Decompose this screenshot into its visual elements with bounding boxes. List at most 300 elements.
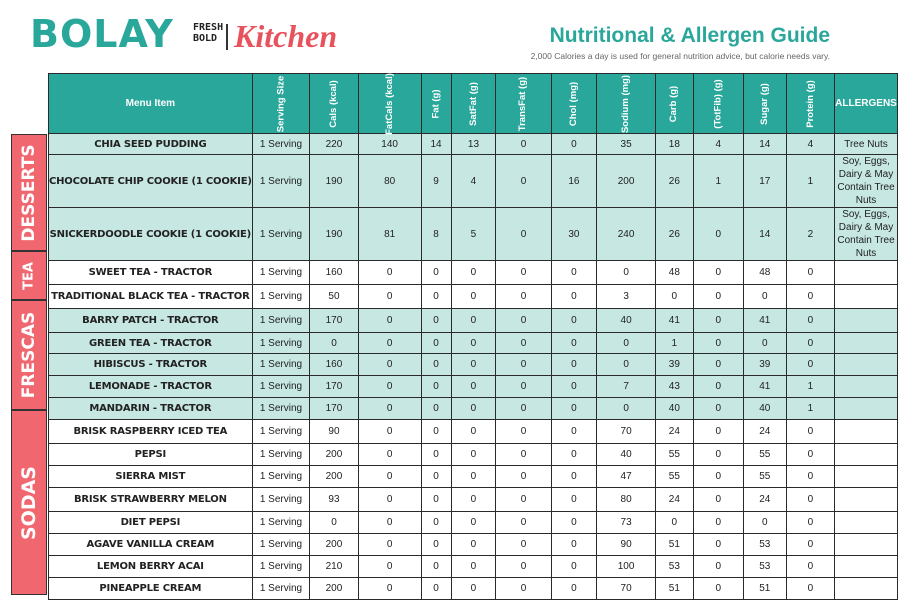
cals-cell: 190 [310, 208, 359, 261]
sodium-cell: 0 [597, 261, 656, 285]
totfib-cell: 0 [693, 578, 743, 600]
carb-cell: 40 [656, 398, 693, 420]
header-serving: Serving Size [252, 74, 310, 134]
cals-cell: 0 [310, 333, 359, 354]
table-row [49, 261, 898, 285]
sugar-cell: 55 [743, 466, 786, 488]
sodium-cell: 40 [597, 444, 656, 466]
chol-cell: 0 [551, 512, 596, 534]
table-row [49, 354, 898, 376]
table-row [49, 134, 898, 155]
fat-cell: 0 [421, 261, 451, 285]
table-row [49, 208, 898, 261]
sugar-cell: 0 [743, 285, 786, 309]
header-chol: Chol (mg) [551, 74, 596, 134]
serving-cell: 1 Serving [252, 466, 310, 488]
satfat-cell: 4 [451, 155, 496, 208]
fat-cell: 0 [421, 512, 451, 534]
allergens-cell [835, 444, 898, 466]
transfat-cell: 0 [496, 420, 551, 444]
protein-cell: 0 [786, 512, 835, 534]
table-row [49, 155, 898, 208]
totfib-cell: 0 [693, 376, 743, 398]
sodium-cell: 0 [597, 354, 656, 376]
desserts-section [49, 134, 898, 261]
chol-cell: 16 [551, 155, 596, 208]
fat-cell: 0 [421, 354, 451, 376]
cals-cell: 0 [310, 512, 359, 534]
allergens-cell [835, 354, 898, 376]
fat-cell: 14 [421, 134, 451, 155]
protein-cell: 0 [786, 261, 835, 285]
menu-item-cell: BARRY PATCH - TRACTOR [49, 309, 253, 333]
satfat-cell: 0 [451, 261, 496, 285]
totfib-cell: 0 [693, 333, 743, 354]
category-label-tea: TEA [11, 251, 47, 300]
protein-cell: 1 [786, 155, 835, 208]
transfat-cell: 0 [496, 466, 551, 488]
allergens-cell [835, 512, 898, 534]
menu-item-cell: PEPSI [49, 444, 253, 466]
page-subtitle: 2,000 Calories a day is used for general nutrition advice, but calorie needs vary. [530, 51, 830, 61]
fatcals-cell: 0 [358, 376, 421, 398]
allergens-cell [835, 309, 898, 333]
carb-cell: 48 [656, 261, 693, 285]
serving-cell: 1 Serving [252, 488, 310, 512]
fat-cell: 8 [421, 208, 451, 261]
cals-cell: 210 [310, 556, 359, 578]
carb-cell: 24 [656, 420, 693, 444]
protein-cell: 0 [786, 578, 835, 600]
carb-cell: 55 [656, 466, 693, 488]
carb-cell: 43 [656, 376, 693, 398]
carb-cell: 18 [656, 134, 693, 155]
carb-cell: 1 [656, 333, 693, 354]
menu-item-cell: TRADITIONAL BLACK TEA - TRACTOR [49, 285, 253, 309]
logo-tagline [193, 22, 223, 44]
header-fat: Fat (g) [421, 74, 451, 134]
category-label-desserts: DESSERTS [11, 134, 47, 251]
allergens-cell [835, 285, 898, 309]
cals-cell: 170 [310, 398, 359, 420]
satfat-cell: 0 [451, 556, 496, 578]
sodium-cell: 40 [597, 309, 656, 333]
table-row [49, 556, 898, 578]
table-row [49, 309, 898, 333]
logo-wordmark: BOLAY [30, 12, 174, 56]
fat-cell: 0 [421, 398, 451, 420]
chol-cell: 0 [551, 556, 596, 578]
transfat-cell: 0 [496, 556, 551, 578]
sugar-cell: 14 [743, 208, 786, 261]
sugar-cell: 17 [743, 155, 786, 208]
totfib-cell: 0 [693, 285, 743, 309]
totfib-cell: 0 [693, 466, 743, 488]
carb-cell: 53 [656, 556, 693, 578]
header-sugar: Sugar (g) [743, 74, 786, 134]
chol-cell: 0 [551, 333, 596, 354]
totfib-cell: 0 [693, 354, 743, 376]
frescas-section [49, 309, 898, 420]
fatcals-cell: 0 [358, 578, 421, 600]
serving-cell: 1 Serving [252, 208, 310, 261]
serving-cell: 1 Serving [252, 556, 310, 578]
fatcals-cell: 0 [358, 285, 421, 309]
chol-cell: 0 [551, 444, 596, 466]
transfat-cell: 0 [496, 155, 551, 208]
sodium-cell: 240 [597, 208, 656, 261]
menu-item-cell: GREEN TEA - TRACTOR [49, 333, 253, 354]
carb-cell: 0 [656, 512, 693, 534]
fatcals-cell: 0 [358, 261, 421, 285]
chol-cell: 0 [551, 376, 596, 398]
fat-cell: 9 [421, 155, 451, 208]
protein-cell: 0 [786, 420, 835, 444]
header-fatcals: FatCals (kcal) [358, 74, 421, 134]
menu-item-cell: PINEAPPLE CREAM [49, 578, 253, 600]
logo-tagline-bold: BOLD [193, 33, 218, 44]
serving-cell: 1 Serving [252, 512, 310, 534]
sugar-cell: 0 [743, 512, 786, 534]
sodium-cell: 0 [597, 398, 656, 420]
sodium-cell: 80 [597, 488, 656, 512]
protein-cell: 0 [786, 556, 835, 578]
sugar-cell: 24 [743, 420, 786, 444]
chol-cell: 0 [551, 285, 596, 309]
protein-cell: 0 [786, 309, 835, 333]
fatcals-cell: 0 [358, 444, 421, 466]
cals-cell: 190 [310, 155, 359, 208]
protein-cell: 4 [786, 134, 835, 155]
table-row [49, 578, 898, 600]
sodium-cell: 70 [597, 578, 656, 600]
cals-cell: 160 [310, 261, 359, 285]
allergens-cell [835, 556, 898, 578]
totfib-cell: 0 [693, 512, 743, 534]
protein-cell: 2 [786, 208, 835, 261]
cals-cell: 90 [310, 420, 359, 444]
cals-cell: 170 [310, 309, 359, 333]
transfat-cell: 0 [496, 534, 551, 556]
menu-item-cell: HIBISCUS - TRACTOR [49, 354, 253, 376]
fat-cell: 0 [421, 556, 451, 578]
protein-cell: 0 [786, 444, 835, 466]
fat-cell: 0 [421, 534, 451, 556]
serving-cell: 1 Serving [252, 420, 310, 444]
sugar-cell: 55 [743, 444, 786, 466]
totfib-cell: 0 [693, 556, 743, 578]
fatcals-cell: 0 [358, 488, 421, 512]
satfat-cell: 0 [451, 512, 496, 534]
fatcals-cell: 0 [358, 420, 421, 444]
serving-cell: 1 Serving [252, 333, 310, 354]
totfib-cell: 1 [693, 155, 743, 208]
allergens-cell [835, 398, 898, 420]
table-row [49, 512, 898, 534]
totfib-cell: 0 [693, 398, 743, 420]
header-sodium: Sodium (mg) [597, 74, 656, 134]
table-row [49, 488, 898, 512]
carb-cell: 55 [656, 444, 693, 466]
menu-item-cell: DIET PEPSI [49, 512, 253, 534]
header-allergens: ALLERGENS [835, 74, 898, 134]
table-row [49, 376, 898, 398]
fatcals-cell: 0 [358, 556, 421, 578]
cals-cell: 200 [310, 466, 359, 488]
sodium-cell: 0 [597, 333, 656, 354]
fatcals-cell: 0 [358, 354, 421, 376]
category-label-frescas: FRESCAS [11, 300, 47, 410]
protein-cell: 0 [786, 354, 835, 376]
menu-item-cell: SWEET TEA - TRACTOR [49, 261, 253, 285]
fat-cell: 0 [421, 420, 451, 444]
page-title: Nutritional & Allergen Guide [549, 24, 830, 47]
cals-cell: 200 [310, 444, 359, 466]
header-menu-item: Menu Item [49, 74, 253, 134]
serving-cell: 1 Serving [252, 354, 310, 376]
sugar-cell: 0 [743, 333, 786, 354]
satfat-cell: 0 [451, 309, 496, 333]
fatcals-cell: 0 [358, 466, 421, 488]
sugar-cell: 39 [743, 354, 786, 376]
chol-cell: 30 [551, 208, 596, 261]
chol-cell: 0 [551, 309, 596, 333]
satfat-cell: 0 [451, 333, 496, 354]
sugar-cell: 24 [743, 488, 786, 512]
sodium-cell: 90 [597, 534, 656, 556]
chol-cell: 0 [551, 420, 596, 444]
fatcals-cell: 0 [358, 512, 421, 534]
sugar-cell: 41 [743, 309, 786, 333]
fat-cell: 0 [421, 466, 451, 488]
satfat-cell: 5 [451, 208, 496, 261]
transfat-cell: 0 [496, 208, 551, 261]
fat-cell: 0 [421, 444, 451, 466]
satfat-cell: 0 [451, 354, 496, 376]
header-protein: Protein (g) [786, 74, 835, 134]
carb-cell: 41 [656, 309, 693, 333]
protein-cell: 0 [786, 534, 835, 556]
protein-cell: 0 [786, 488, 835, 512]
table-row [49, 333, 898, 354]
sodium-cell: 3 [597, 285, 656, 309]
allergens-cell [835, 420, 898, 444]
sugar-cell: 51 [743, 578, 786, 600]
transfat-cell: 0 [496, 261, 551, 285]
serving-cell: 1 Serving [252, 398, 310, 420]
menu-item-cell: SIERRA MIST [49, 466, 253, 488]
table-row [49, 444, 898, 466]
menu-item-cell: SNICKERDOODLE COOKIE (1 COOKIE) [49, 208, 253, 261]
carb-cell: 51 [656, 578, 693, 600]
fatcals-cell: 80 [358, 155, 421, 208]
satfat-cell: 0 [451, 444, 496, 466]
sugar-cell: 48 [743, 261, 786, 285]
totfib-cell: 0 [693, 208, 743, 261]
transfat-cell: 0 [496, 285, 551, 309]
totfib-cell: 4 [693, 134, 743, 155]
menu-item-cell: LEMON BERRY ACAI [49, 556, 253, 578]
menu-item-cell: LEMONADE - TRACTOR [49, 376, 253, 398]
header-row [49, 74, 898, 134]
fat-cell: 0 [421, 285, 451, 309]
satfat-cell: 0 [451, 285, 496, 309]
protein-cell: 1 [786, 376, 835, 398]
cals-cell: 50 [310, 285, 359, 309]
sodium-cell: 35 [597, 134, 656, 155]
cals-cell: 160 [310, 354, 359, 376]
fat-cell: 0 [421, 578, 451, 600]
fatcals-cell: 0 [358, 309, 421, 333]
cals-cell: 200 [310, 578, 359, 600]
serving-cell: 1 Serving [252, 534, 310, 556]
satfat-cell: 0 [451, 534, 496, 556]
sodium-cell: 70 [597, 420, 656, 444]
chol-cell: 0 [551, 466, 596, 488]
allergens-cell: Tree Nuts [835, 134, 898, 155]
table-row [49, 420, 898, 444]
chol-cell: 0 [551, 398, 596, 420]
fatcals-cell: 140 [358, 134, 421, 155]
serving-cell: 1 Serving [252, 155, 310, 208]
transfat-cell: 0 [496, 444, 551, 466]
chol-cell: 0 [551, 534, 596, 556]
totfib-cell: 0 [693, 309, 743, 333]
satfat-cell: 13 [451, 134, 496, 155]
totfib-cell: 0 [693, 534, 743, 556]
sodium-cell: 200 [597, 155, 656, 208]
allergens-cell [835, 488, 898, 512]
allergens-cell [835, 261, 898, 285]
category-label-sodas: SODAS [11, 410, 47, 595]
sugar-cell: 40 [743, 398, 786, 420]
transfat-cell: 0 [496, 398, 551, 420]
serving-cell: 1 Serving [252, 578, 310, 600]
protein-cell: 1 [786, 398, 835, 420]
nutrition-table [48, 73, 898, 600]
fat-cell: 0 [421, 488, 451, 512]
totfib-cell: 0 [693, 444, 743, 466]
fatcals-cell: 0 [358, 398, 421, 420]
satfat-cell: 0 [451, 578, 496, 600]
menu-item-cell: AGAVE VANILLA CREAM [49, 534, 253, 556]
fat-cell: 0 [421, 333, 451, 354]
sugar-cell: 14 [743, 134, 786, 155]
totfib-cell: 0 [693, 261, 743, 285]
sodium-cell: 100 [597, 556, 656, 578]
header-carb: Carb (g) [656, 74, 693, 134]
serving-cell: 1 Serving [252, 134, 310, 155]
chol-cell: 0 [551, 134, 596, 155]
satfat-cell: 0 [451, 376, 496, 398]
sugar-cell: 41 [743, 376, 786, 398]
sodium-cell: 47 [597, 466, 656, 488]
carb-cell: 51 [656, 534, 693, 556]
serving-cell: 1 Serving [252, 285, 310, 309]
serving-cell: 1 Serving [252, 261, 310, 285]
transfat-cell: 0 [496, 578, 551, 600]
carb-cell: 26 [656, 155, 693, 208]
fat-cell: 0 [421, 376, 451, 398]
satfat-cell: 0 [451, 420, 496, 444]
satfat-cell: 0 [451, 466, 496, 488]
transfat-cell: 0 [496, 333, 551, 354]
header-transfat: TransFat (g) [496, 74, 551, 134]
protein-cell: 0 [786, 333, 835, 354]
header-cals: Cals (kcal) [310, 74, 359, 134]
totfib-cell: 0 [693, 488, 743, 512]
allergens-cell [835, 333, 898, 354]
totfib-cell: 0 [693, 420, 743, 444]
header-satfat: SatFat (g) [451, 74, 496, 134]
cals-cell: 170 [310, 376, 359, 398]
fat-cell: 0 [421, 309, 451, 333]
protein-cell: 0 [786, 285, 835, 309]
allergens-cell [835, 534, 898, 556]
menu-item-cell: BRISK RASPBERRY ICED TEA [49, 420, 253, 444]
table-row [49, 534, 898, 556]
menu-item-cell: MANDARIN - TRACTOR [49, 398, 253, 420]
fatcals-cell: 0 [358, 333, 421, 354]
allergens-cell: Soy, Eggs, Dairy & May Contain Tree Nuts [835, 208, 898, 261]
transfat-cell: 0 [496, 488, 551, 512]
menu-item-cell: CHIA SEED PUDDING [49, 134, 253, 155]
cals-cell: 93 [310, 488, 359, 512]
allergens-cell [835, 578, 898, 600]
transfat-cell: 0 [496, 512, 551, 534]
sugar-cell: 53 [743, 556, 786, 578]
allergens-cell: Soy, Eggs, Dairy & May Contain Tree Nuts [835, 155, 898, 208]
menu-item-cell: BRISK STRAWBERRY MELON [49, 488, 253, 512]
sodas-section [49, 420, 898, 600]
logo-divider [226, 24, 228, 50]
carb-cell: 0 [656, 285, 693, 309]
chol-cell: 0 [551, 354, 596, 376]
satfat-cell: 0 [451, 398, 496, 420]
fatcals-cell: 81 [358, 208, 421, 261]
transfat-cell: 0 [496, 376, 551, 398]
chol-cell: 0 [551, 578, 596, 600]
transfat-cell: 0 [496, 354, 551, 376]
satfat-cell: 0 [451, 488, 496, 512]
carb-cell: 26 [656, 208, 693, 261]
chol-cell: 0 [551, 488, 596, 512]
serving-cell: 1 Serving [252, 376, 310, 398]
header-totfib: (TotFib) (g) [693, 74, 743, 134]
sodium-cell: 73 [597, 512, 656, 534]
carb-cell: 24 [656, 488, 693, 512]
menu-item-cell: CHOCOLATE CHIP COOKIE (1 COOKIE) [49, 155, 253, 208]
fatcals-cell: 0 [358, 534, 421, 556]
transfat-cell: 0 [496, 134, 551, 155]
logo-kitchen: Kitchen [234, 18, 338, 54]
protein-cell: 0 [786, 466, 835, 488]
serving-cell: 1 Serving [252, 444, 310, 466]
logo-tagline-fresh: FRESH [193, 22, 224, 33]
chol-cell: 0 [551, 261, 596, 285]
allergens-cell [835, 376, 898, 398]
transfat-cell: 0 [496, 309, 551, 333]
table-row [49, 466, 898, 488]
table-row [49, 285, 898, 309]
allergens-cell [835, 466, 898, 488]
tea-section [49, 261, 898, 309]
sugar-cell: 53 [743, 534, 786, 556]
table-row [49, 398, 898, 420]
cals-cell: 220 [310, 134, 359, 155]
serving-cell: 1 Serving [252, 309, 310, 333]
carb-cell: 39 [656, 354, 693, 376]
